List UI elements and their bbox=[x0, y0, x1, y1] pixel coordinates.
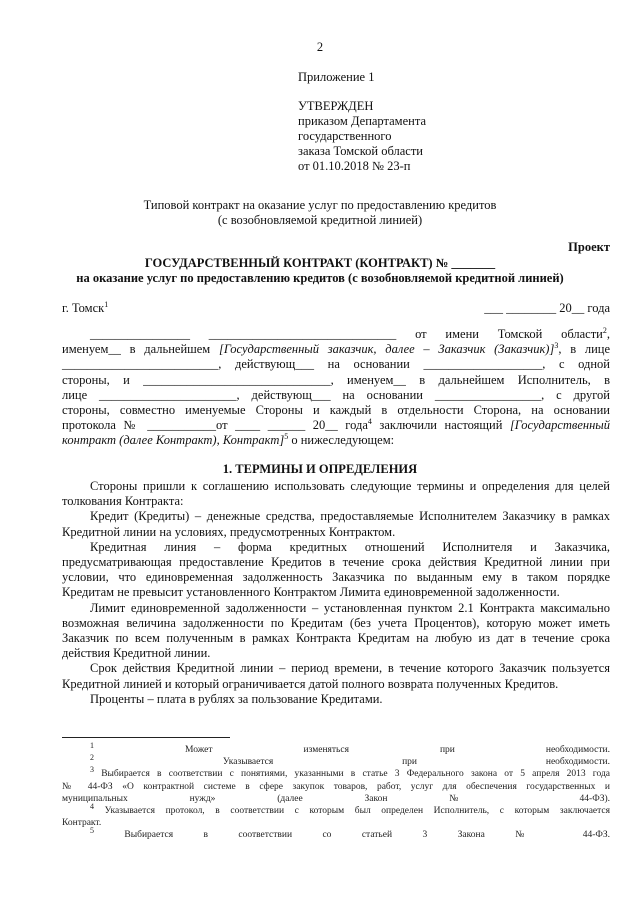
approval-line: государственного bbox=[298, 129, 392, 143]
footnote: $^3$ Выбирается в соответствии с понятиями, указанными в статье 3 Федерального закона от 5 апреля 2013 года bbox=[90, 765, 610, 780]
body-line: Срок действия Кредитной линии – период времени, в течение которого Заказчик пользуется bbox=[90, 661, 610, 676]
body-line: Кредитной линии на условиях, предусмотренных Контрактом. bbox=[62, 524, 396, 539]
body-line: Кредит (Кредиты) – денежные средства, предоставляемые Исполнителем Заказчику в рамках bbox=[90, 509, 610, 524]
approval-block bbox=[298, 70, 426, 174]
body-line: Заказчик по всем полученным в рамках Контракта Кредитам на любую из дат в течение срока bbox=[62, 631, 610, 646]
document-type-line: (с возобновляемой кредитной линией) bbox=[217, 213, 423, 227]
approval-line: заказа Томской области bbox=[298, 144, 423, 158]
footnote: $^1$ Может изменяться при необходимости. bbox=[90, 740, 610, 755]
body-line: предусматривающая предоставление Кредитов в течение срока действия Кредитной линии при bbox=[62, 555, 610, 570]
footnote: $^4$ Указывается протокол, в соответствии с которым был определен Исполнитель, с которым заключается bbox=[90, 801, 610, 817]
footnote-line: муниципальных нужд» (далее Закон № 44-ФЗ). bbox=[62, 793, 610, 804]
body-line: возможная величина задолженности по Кредитам (без учета Процентов), которую может иметь bbox=[62, 615, 610, 630]
body-line: Кредитам не превысит установленного Контрактом Лимита единовременной задолженности. bbox=[62, 585, 560, 600]
footnote: $^5$ Выбирается в соответствии со статьей 3 Закона № 44-ФЗ. bbox=[90, 826, 610, 841]
section-title: 1. ТЕРМИНЫ И ОПРЕДЕЛЕНИЯ bbox=[222, 462, 418, 476]
preamble-line: стороны, совместно именуемые Стороны и каждый в отдельности Сторона, на основании bbox=[62, 403, 610, 418]
approved-label: УТВЕРЖДЕН bbox=[298, 99, 374, 113]
preamble-line: _________________________, действующ___ на основании ___________________, с одной bbox=[62, 357, 610, 372]
preamble-line: ________________ ______________________________ от имени Томской области$^2$, bbox=[90, 325, 610, 341]
preamble bbox=[62, 327, 610, 449]
body-line: Кредитная линия – форма кредитных отношений Исполнителя и Заказчика, bbox=[90, 539, 610, 554]
body-line: толкования Контракта: bbox=[62, 494, 184, 509]
body-line: Стороны пришли к соглашению использовать следующие термины и определения для целей bbox=[90, 479, 610, 493]
preamble-line: контракт (далее Контракт), Контракт]$^5$ о нижеследующем: bbox=[62, 432, 395, 448]
body-line: Лимит единовременной задолженности – установленная пунктом 2.1 Контракта максимально bbox=[90, 600, 610, 615]
body-line: Кредитной линией и который ограничивается датой полного возврата полученных Кредитов. bbox=[62, 676, 559, 691]
footnote-separator bbox=[62, 737, 230, 738]
definitions-body bbox=[62, 479, 610, 707]
contract-title: ГОСУДАРСТВЕННЫЙ КОНТРАКТ (КОНТРАКТ) № _______ bbox=[144, 256, 496, 270]
contract-date: ___ ________ 20__ года bbox=[484, 301, 610, 315]
draft-label: Проект bbox=[568, 240, 610, 254]
body-line: Проценты – плата в рублях за пользование Кредитами. bbox=[90, 691, 383, 706]
footnotes bbox=[62, 740, 610, 842]
approval-date: от 01.10.2018 № 23-п bbox=[298, 159, 411, 173]
city: г. Томск$^1$ bbox=[62, 299, 109, 315]
body-line: условии, что единовременная задолженность Заказчика по выданным ему в таком порядке bbox=[62, 570, 610, 585]
contract-subtitle: на оказание услуг по предоставлению кредитов (с возобновляемой кредитной линией) bbox=[76, 271, 564, 285]
appendix-label: Приложение 1 bbox=[298, 70, 375, 84]
document-type-line: Типовой контракт на оказание услуг по предоставлению кредитов bbox=[143, 198, 497, 212]
preamble-line: лице ______________________, действующ___ на основании _________________, с другой bbox=[62, 387, 610, 402]
footnote-ref: 1 bbox=[104, 299, 109, 309]
page-number: 2 bbox=[316, 40, 324, 54]
preamble-line: именуем__ в дальнейшем [Государственный заказчик, далее – Заказчик (Заказчик)]$^3$, в лице bbox=[62, 341, 611, 357]
approval-line: приказом Департамента bbox=[298, 114, 426, 128]
document-type bbox=[0, 198, 640, 228]
footnote: $^2$ Указывается при необходимости. bbox=[90, 753, 610, 768]
body-line: действия Кредитной линии. bbox=[62, 646, 211, 661]
preamble-line: протокола № ___________от ____ ______ 20__ года$^4$ заключили настоящий [Государственный bbox=[62, 417, 610, 433]
footnote-line: № 44-ФЗ «О контрактной системе в сфере закупок товаров, работ, услуг для обеспечения государственных и bbox=[62, 781, 610, 792]
preamble-line: стороны, и ______________________________, именуем__ в дальнейшем Исполнитель, в bbox=[62, 372, 610, 387]
footnote-line: Контракт. bbox=[62, 818, 102, 829]
